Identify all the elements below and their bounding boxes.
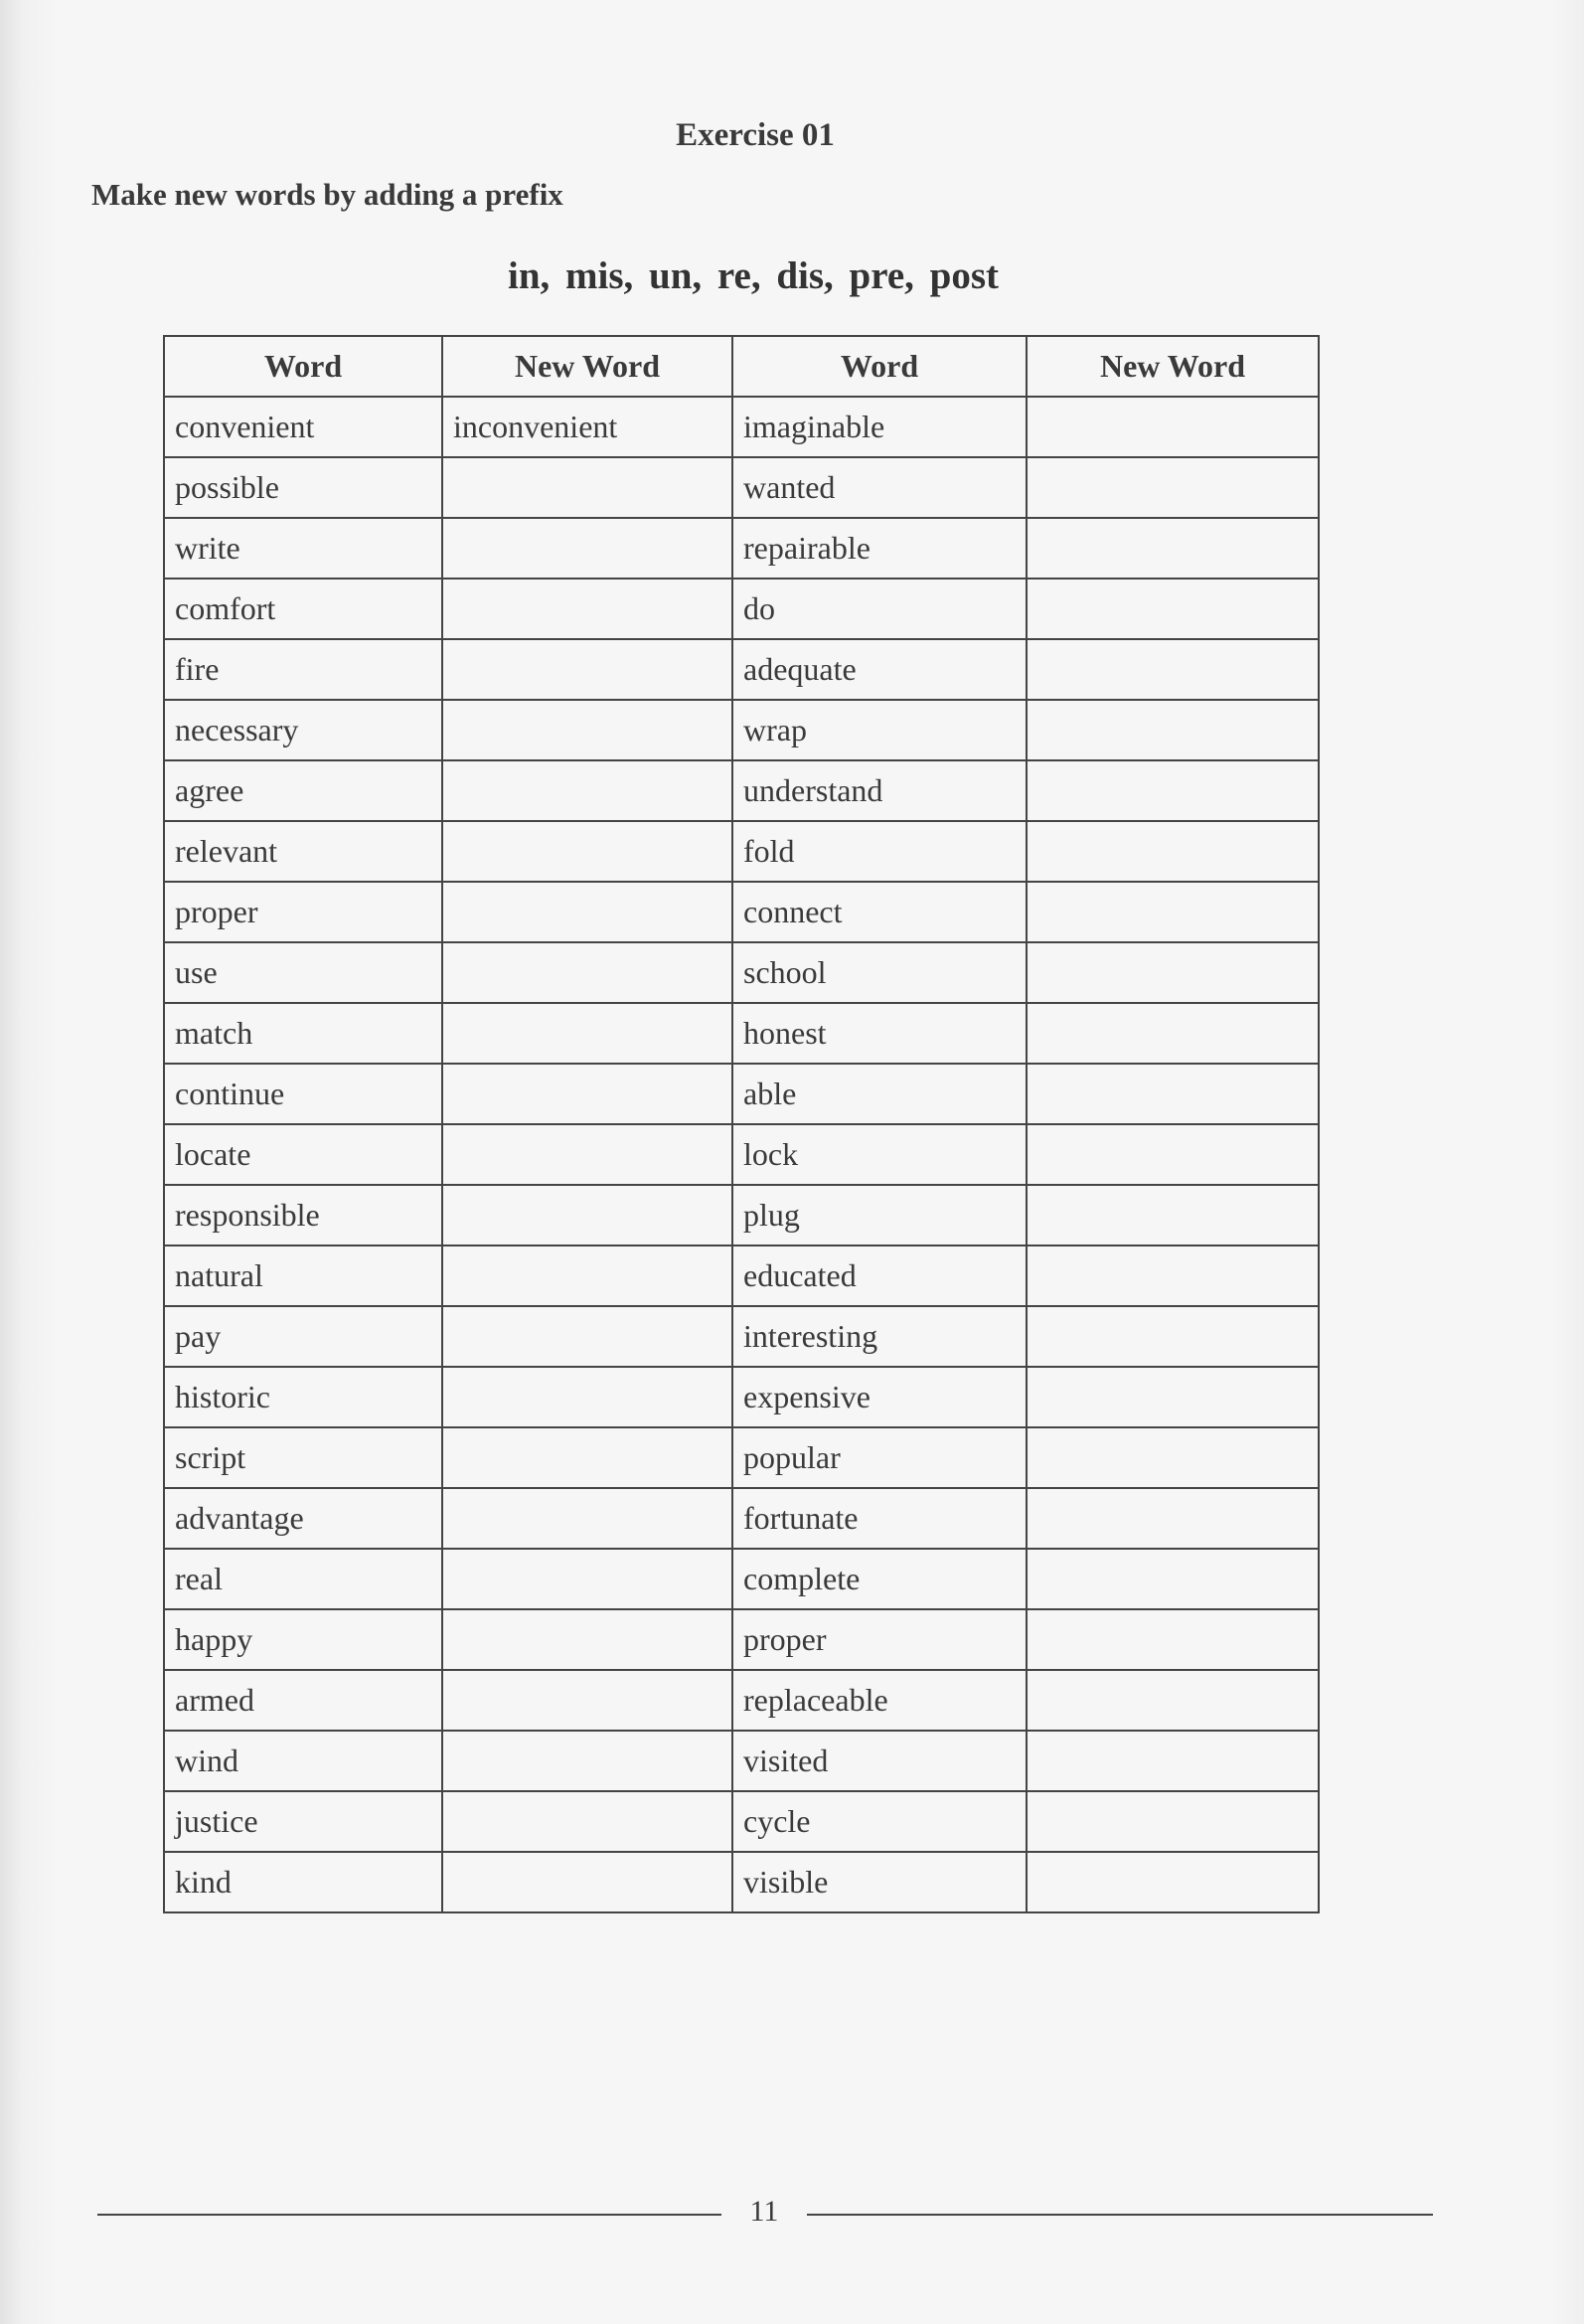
word-cell: proper (732, 1609, 1027, 1670)
word-cell: school (732, 942, 1027, 1003)
new-word-cell (442, 1064, 732, 1124)
new-word-cell (1027, 1791, 1319, 1852)
word-cell: complete (732, 1549, 1027, 1609)
page-number: 11 (749, 2195, 779, 2228)
table-row (164, 1064, 1319, 1124)
word-cell: educated (732, 1245, 1027, 1306)
new-word-cell: inconvenient (442, 397, 732, 457)
word-cell: match (164, 1003, 442, 1064)
table-row (164, 882, 1319, 942)
header-new-word-1: New Word (442, 336, 732, 397)
table-row (164, 1367, 1319, 1427)
new-word-cell (1027, 1306, 1319, 1367)
new-word-cell (442, 457, 732, 518)
table-row (164, 1852, 1319, 1912)
header-word-2: Word (732, 336, 1027, 397)
table-row (164, 1731, 1319, 1791)
table-body (164, 397, 1319, 1912)
word-cell: wind (164, 1731, 442, 1791)
word-cell: kind (164, 1852, 442, 1912)
table-row (164, 1124, 1319, 1185)
instruction-text: Make new words by adding a prefix (91, 177, 563, 212)
word-cell: do (732, 579, 1027, 639)
word-cell: continue (164, 1064, 442, 1124)
word-cell: possible (164, 457, 442, 518)
new-word-cell (442, 760, 732, 821)
table-row (164, 639, 1319, 700)
word-cell: use (164, 942, 442, 1003)
new-word-cell (1027, 1670, 1319, 1731)
table-row (164, 942, 1319, 1003)
new-word-cell (442, 1791, 732, 1852)
new-word-cell (442, 1731, 732, 1791)
new-word-cell (1027, 457, 1319, 518)
table-row (164, 760, 1319, 821)
header-new-word-2: New Word (1027, 336, 1319, 397)
new-word-cell (442, 1488, 732, 1549)
new-word-cell (442, 1549, 732, 1609)
table-row (164, 1549, 1319, 1609)
word-cell: real (164, 1549, 442, 1609)
new-word-cell (1027, 1003, 1319, 1064)
word-cell: fire (164, 639, 442, 700)
word-cell: relevant (164, 821, 442, 882)
word-cell: popular (732, 1427, 1027, 1488)
word-cell: convenient (164, 397, 442, 457)
prefix-exercise-table (163, 335, 1320, 1913)
word-cell: repairable (732, 518, 1027, 579)
new-word-cell (1027, 1731, 1319, 1791)
word-cell: script (164, 1427, 442, 1488)
new-word-cell (1027, 1609, 1319, 1670)
word-cell: visible (732, 1852, 1027, 1912)
table-row (164, 1245, 1319, 1306)
word-cell: fold (732, 821, 1027, 882)
new-word-cell (442, 1427, 732, 1488)
new-word-cell (442, 1185, 732, 1245)
exercise-title: Exercise 01 (676, 117, 835, 153)
header-word-1: Word (164, 336, 442, 397)
new-word-cell (1027, 1852, 1319, 1912)
word-cell: able (732, 1064, 1027, 1124)
footer-rule-right (807, 2214, 1433, 2216)
table-row (164, 700, 1319, 760)
new-word-cell (1027, 1064, 1319, 1124)
word-cell: lock (732, 1124, 1027, 1185)
new-word-cell (442, 518, 732, 579)
new-word-cell (1027, 1245, 1319, 1306)
word-cell: responsible (164, 1185, 442, 1245)
word-cell: happy (164, 1609, 442, 1670)
table-row (164, 821, 1319, 882)
word-cell: understand (732, 760, 1027, 821)
new-word-cell (442, 579, 732, 639)
word-cell: interesting (732, 1306, 1027, 1367)
new-word-cell (1027, 1488, 1319, 1549)
new-word-cell (1027, 639, 1319, 700)
new-word-cell (1027, 821, 1319, 882)
word-cell: necessary (164, 700, 442, 760)
new-word-cell (442, 882, 732, 942)
word-cell: justice (164, 1791, 442, 1852)
footer-rule-left (97, 2214, 721, 2216)
table-row (164, 1488, 1319, 1549)
new-word-cell (1027, 1427, 1319, 1488)
new-word-cell (442, 1852, 732, 1912)
new-word-cell (442, 821, 732, 882)
new-word-cell (442, 700, 732, 760)
new-word-cell (1027, 1124, 1319, 1185)
new-word-cell (442, 1245, 732, 1306)
new-word-cell (1027, 579, 1319, 639)
new-word-cell (442, 1306, 732, 1367)
table-header-row (164, 336, 1319, 397)
table-row (164, 1791, 1319, 1852)
table-row (164, 1670, 1319, 1731)
word-cell: natural (164, 1245, 442, 1306)
word-cell: visited (732, 1731, 1027, 1791)
table-row (164, 1185, 1319, 1245)
new-word-cell (1027, 518, 1319, 579)
table-row (164, 1609, 1319, 1670)
word-cell: connect (732, 882, 1027, 942)
word-cell: armed (164, 1670, 442, 1731)
new-word-cell (1027, 760, 1319, 821)
new-word-cell (442, 1670, 732, 1731)
table-row (164, 1003, 1319, 1064)
prefix-list: in, mis, un, re, dis, pre, post (508, 254, 999, 297)
word-cell: plug (732, 1185, 1027, 1245)
word-cell: imaginable (732, 397, 1027, 457)
word-cell: advantage (164, 1488, 442, 1549)
word-cell: write (164, 518, 442, 579)
word-cell: proper (164, 882, 442, 942)
word-cell: adequate (732, 639, 1027, 700)
word-cell: comfort (164, 579, 442, 639)
table-row (164, 1306, 1319, 1367)
new-word-cell (1027, 1549, 1319, 1609)
word-cell: locate (164, 1124, 442, 1185)
word-cell: agree (164, 760, 442, 821)
table-row (164, 397, 1319, 457)
word-cell: expensive (732, 1367, 1027, 1427)
table-row (164, 579, 1319, 639)
word-cell: pay (164, 1306, 442, 1367)
new-word-cell (442, 942, 732, 1003)
word-cell: cycle (732, 1791, 1027, 1852)
table-row (164, 457, 1319, 518)
new-word-cell (1027, 1185, 1319, 1245)
word-cell: historic (164, 1367, 442, 1427)
new-word-cell (1027, 397, 1319, 457)
new-word-cell (442, 639, 732, 700)
new-word-cell (442, 1003, 732, 1064)
new-word-cell (1027, 882, 1319, 942)
new-word-cell (1027, 1367, 1319, 1427)
word-cell: replaceable (732, 1670, 1027, 1731)
new-word-cell (442, 1124, 732, 1185)
new-word-cell (442, 1367, 732, 1427)
word-cell: wrap (732, 700, 1027, 760)
word-cell: fortunate (732, 1488, 1027, 1549)
word-cell: honest (732, 1003, 1027, 1064)
table-row (164, 1427, 1319, 1488)
new-word-cell (1027, 942, 1319, 1003)
word-cell: wanted (732, 457, 1027, 518)
new-word-cell (442, 1609, 732, 1670)
new-word-cell (1027, 700, 1319, 760)
table-row (164, 518, 1319, 579)
